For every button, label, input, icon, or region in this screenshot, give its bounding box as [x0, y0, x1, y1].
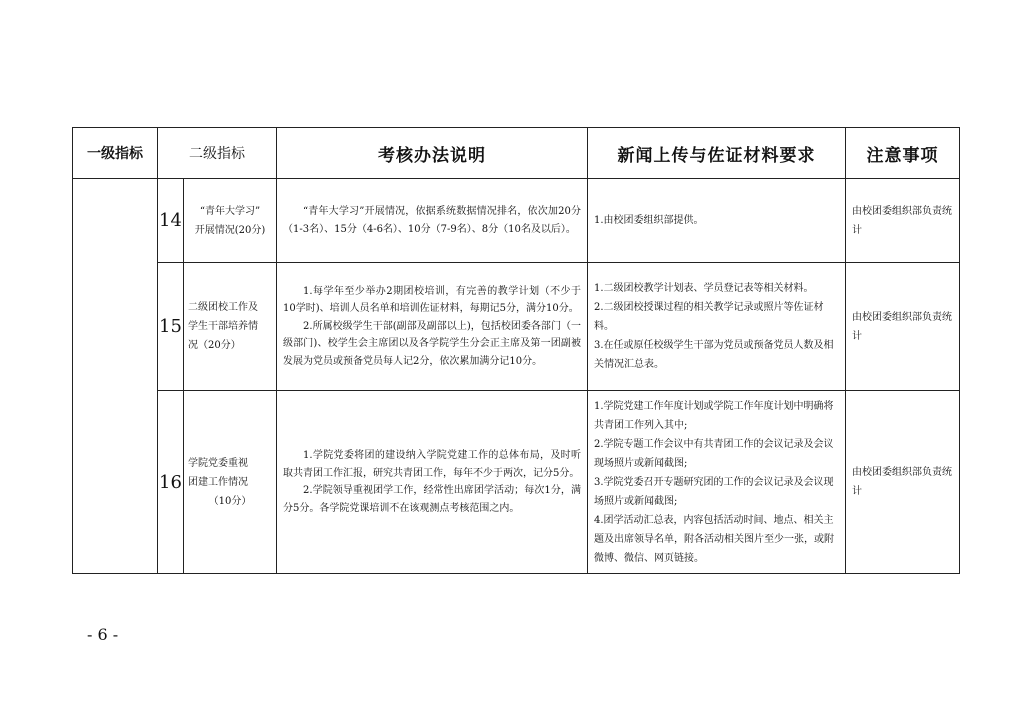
row-number: 16 — [158, 391, 184, 574]
indicator-name — [184, 263, 277, 391]
material-item: 4.团学活动汇总表，内容包括活动时间、地点、相关主题及出席领导名单，附各活动相关图片至少一张，或附微博、微信、网页链接。 — [594, 514, 834, 564]
level1-cell — [73, 179, 158, 574]
method-paragraph: 1.学院党委将团的建设纳入学院党建工作的总体布局，及时听取共青团工作汇报，研究共青团工作，每年不少于两次，记分5分。 — [283, 450, 581, 479]
header-method: 考核办法说明 — [277, 128, 588, 179]
table-row — [73, 391, 960, 574]
material-item: 1.学院党建工作年度计划或学院工作年度计划中明确将共青团工作列入其中; — [594, 400, 834, 431]
assessment-table — [72, 127, 960, 574]
material-item: 1.由校团委组织部提供。 — [594, 215, 704, 226]
indicator-name-line: 学院党委重视 — [188, 457, 248, 469]
row-number: 14 — [158, 179, 184, 263]
materials-cell — [588, 263, 846, 391]
row-number: 15 — [158, 263, 184, 391]
indicator-name-line: 二级团校工作及 — [188, 302, 258, 313]
indicator-name-line: （10分） — [208, 495, 252, 507]
header-level2: 二级指标 — [158, 128, 277, 179]
note-cell: 由校团委组织部负责统计 — [846, 263, 960, 391]
method-cell — [277, 179, 588, 263]
header-row — [73, 128, 960, 179]
indicator-name-line: 开展情况(20分) — [194, 224, 266, 236]
note-cell: 由校团委组织部负责统计 — [846, 179, 960, 263]
material-item: 2.学院专题工作会议中有共青团工作的会议记录及会议现场照片或新闻截图; — [594, 438, 834, 469]
method-paragraph: 2.所属校级学生干部(副部及副部以上)，包括校团委各部门（一级部门)、校学生会主席团以及各学院学生分会正主席及第一团副被发展为党员或预备党员每人记2分，依次累加满分记10分。 — [283, 320, 581, 367]
header-materials: 新闻上传与佐证材料要求 — [588, 128, 846, 179]
materials-cell — [588, 179, 846, 263]
method-cell — [277, 391, 588, 574]
method-paragraph: 1.每学年至少举办2期团校培训，有完善的教学计划（不少于10学时)、培训人员名单和培训佐证材料，每期记5分，满分10分。 — [283, 285, 581, 315]
indicator-name-line: 学生干部培养情 — [188, 321, 258, 332]
table-row — [73, 263, 960, 391]
note-cell: 由校团委组织部负责统计 — [846, 391, 960, 574]
materials-cell — [588, 391, 846, 574]
material-item: 1.二级团校教学计划表、学员登记表等相关材料。 — [594, 283, 814, 294]
indicator-name-line: “青年大学习” — [199, 205, 261, 217]
material-item: 2.二级团校授课过程的相关教学记录或照片等佐证材料。 — [594, 302, 824, 332]
indicator-name — [184, 391, 277, 574]
header-notes: 注意事项 — [846, 128, 960, 179]
method-paragraph: “青年大学习”开展情况，依据系统数据情况排名，依次加20分（1-3名）、15分（4-6名）、10分（7-9名）、8分（10名及以后）。 — [283, 206, 581, 235]
indicator-name-line: 团建工作情况 — [188, 476, 248, 488]
method-cell — [277, 263, 588, 391]
indicator-name-line: 况（20分） — [188, 340, 241, 351]
method-paragraph: 2.学院领导重视团学工作，经常性出席团学活动；每次1分，满分5分。各学院党课培训不在该观测点考核范围之内。 — [283, 485, 581, 514]
material-item: 3.在任或原任校级学生干部为党员或预备党员人数及相关情况汇总表。 — [594, 340, 834, 370]
indicator-name — [184, 179, 277, 263]
page-number: - 6 - — [87, 625, 119, 644]
header-level1: 一级指标 — [73, 128, 158, 179]
material-item: 3.学院党委召开专题研究团的工作的会议记录及会议现场照片或新闻截图; — [594, 476, 834, 507]
table-row — [73, 179, 960, 263]
